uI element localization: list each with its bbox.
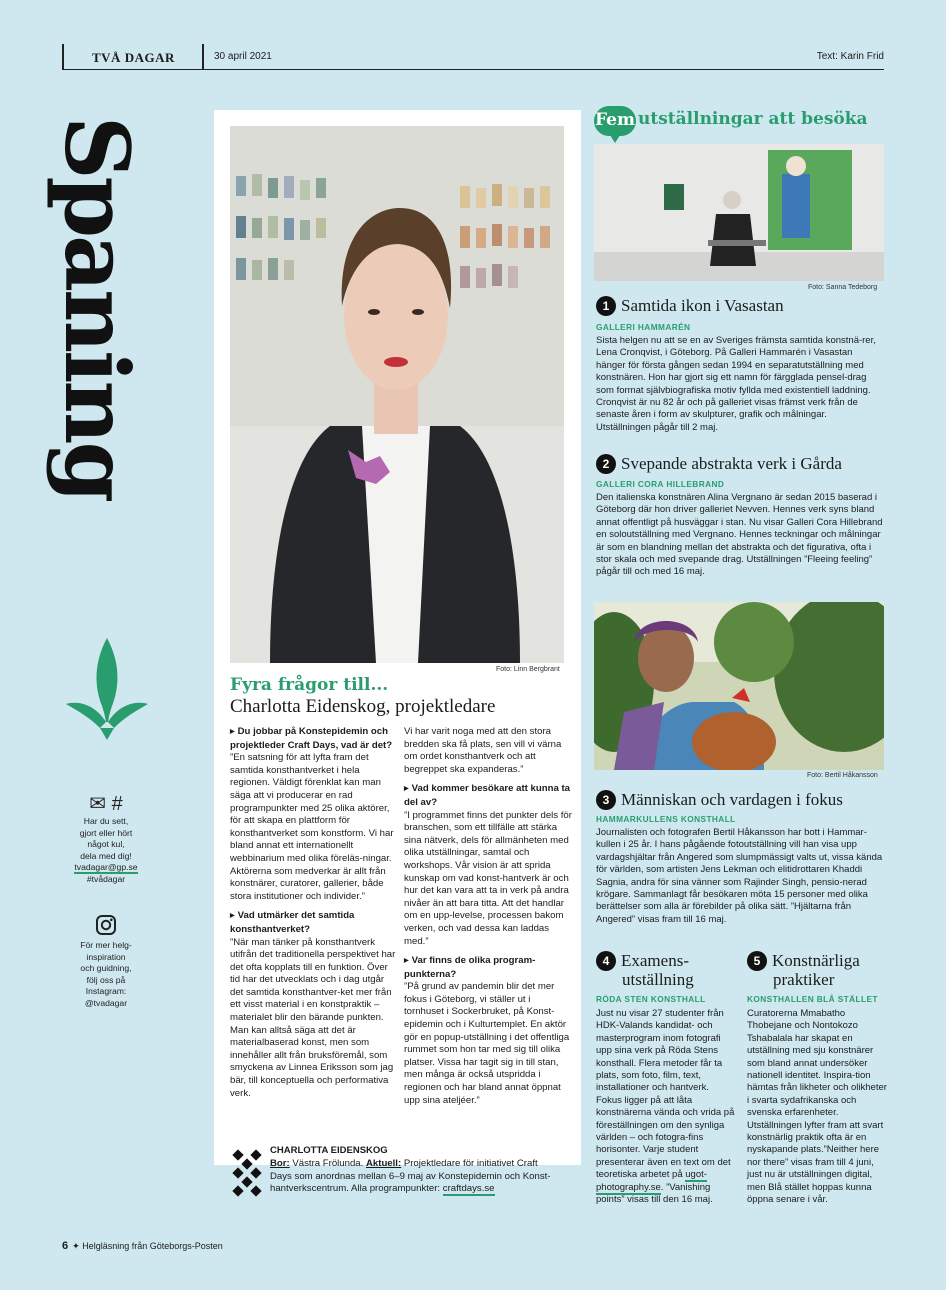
- number-badge: 4: [596, 951, 616, 971]
- photo-credit: Foto: Sanna Tedeborg: [808, 284, 878, 291]
- exhibition-4-body: Just nu visar 27 studenter från HDK-Valands kandidat- och masterprogram inom fotografi upp sina verk på Röda Stens konsthall. Flera metoder får ta plats, som foto, film, text, installationer och hantverk. Fokus ligger på att låta konstnärerna vända och vrida på föreställningen om den synliga världen – och fotogra-fins horisonter. Varje student presenterar även en text om det teoretiska arbetet på ugot-photography.se. ”Vanishing points” visas till den 16 maj.: [596, 1008, 735, 1206]
- contact-box: ✉ # Har du sett, gjort eller hört något kul, dela med dig! tvadagar@gp.se #tvådagar: [60, 792, 152, 885]
- exhibition-3-title: 3 Människan och vardagen i fokus: [596, 790, 843, 810]
- exhibition-3-venue: HAMMARKULLENS KONSTHALL: [596, 814, 736, 824]
- header-rule: [62, 69, 884, 71]
- ugot-photography-link[interactable]: ugot-photography.se: [596, 1169, 707, 1193]
- exhibition-5-body: Curatorerna Mmabatho Thobejane och Nontokozo Tshabalala har skapat en utställning med sju konstnärer som bland annat undersöker nationell identitet. Inspira-tion hämtas från likheter och olikheter i svarta sydafrikanska och svenska erfarenheter. Utställningen lyfter fram att svart konstnärlig praktik ofta är en nyskapande plats.”Neither here nor there” visas fram till 4 juni, just nu är utställningen digital, men Blå stället hoppas kunna öppna senare i vår.: [747, 1008, 887, 1206]
- exhibition-3-body: Journalisten och fotografen Bertil Håkansson har bott i Hammar-kullen i 25 år. I hans pågående fotoutställning vill han visa upp vardagshjältar från Angered som slumpmässigt valts ut, vissa kända för världen, som artisten Jens Lekman och elitidrottaren Khaddi Sagnia, andra för sina vänner som Rajinder Singh, pensio-nerad krögare. Sammanlagt får besökaren möta 15 personer med olika berättelser som alla är förebilder på olika sätt. ”Hjältarna från Angered” visas fram till 16 maj.: [596, 827, 883, 925]
- bio-text: Bor: Västra Frölunda. Aktuell: Projektledare för initiativet Craft Days som anordnas mellan 6–9 maj av Konstepidemin och Konst-hantverkscentrum. Alla programpunkter: craftdays.se: [270, 1158, 551, 1195]
- star-icon: ✦: [72, 1241, 80, 1251]
- exhibition-2-body: Den italienska konstnären Alina Vergnano är sedan 2015 baserad i Göteborg där hon driver galleriet Nevven. Hennes verk syns bland annat offentligt på husväggar i stan. Nu visar Galleri Cora Hillebrand en soloutställning med Vergnano. Hennes teckningar och målningar är som en blandning mellan det abstrakta och det figurativa, ofta i stor skala och med svepande drag. Utställningen ”Fleeing feeling” pågår till och med 16 maj.: [596, 492, 883, 578]
- exhibition-1-body: Sista helgen nu att se en av Sveriges främsta samtida konstnä-rer, Lena Cronqvist, i Göteborg. På Galleri Hammarén i Vasastan hänger för första gången sedan 1994 en separatutställning med konstnären. Hon har gjort sig ett namn för färgglada pensel-drag som format självbiografiska motiv fyllda med existentiell laddning. Cronqvist är nu 82 år och på galleriet visas främst verk från de senaste åren i form av skulpturer, grafik och målningar. Utställningen pågår till 2 maj.: [596, 335, 876, 433]
- exhibition-1-venue: GALLERI HAMMARÉN: [596, 322, 691, 332]
- contact-email-link[interactable]: tvadagar@gp.se: [74, 862, 138, 872]
- exhibition-photo-cronqvist: [594, 144, 884, 281]
- spade-ornament: [64, 636, 150, 740]
- exhibition-1-title: 1 Samtida ikon i Vasastan: [596, 296, 784, 316]
- exhibition-4-venue: RÖDA STEN KONSTHALL: [596, 994, 706, 1004]
- portrait-photo: [230, 126, 564, 663]
- number-badge: 2: [596, 454, 616, 474]
- page-header: [62, 44, 884, 70]
- exhibitions-title: Fem utställningar att besöka: [594, 106, 894, 136]
- exhibition-2-title: 2 Svepande abstrakta verk i Gårda: [596, 454, 842, 474]
- interview-card: [214, 110, 581, 1195]
- bio-name: CHARLOTTA EIDENSKOG: [270, 1145, 388, 1156]
- publication-name: TVÅ DAGAR: [92, 50, 175, 65]
- diamond-pattern-icon: [230, 1149, 264, 1203]
- question-1: ▶ Du jobbar på Konstepidemin och projektleder Craft Days, vad är det?: [230, 726, 398, 752]
- photo-credit: Foto: Linn Bergbrant: [496, 666, 560, 673]
- byline: Text: Karin Frid: [816, 51, 884, 62]
- craftdays-link[interactable]: craftdays.se: [442, 1183, 495, 1195]
- section-title: Spaning: [45, 115, 149, 501]
- number-badge: 3: [596, 790, 616, 810]
- answer-2: ”När man tänker på konsthantverk utifrån det traditionella perspektivet har det ofta kopplats till en funktion. Över tid har det utvecklats och i dag utgår det samtida konsthantver-ket mer från ett visst material i en konstpraktik – materialet blir den bärande punkten. Man kan alltså säga att det är materialbaserad konst, men som innehåller allt från bruksföremål, som smyckena av Linnea Eriksson som jag bär, till konceptuella och performativa verk.: [230, 936, 396, 1099]
- number-badge: 5: [747, 951, 767, 971]
- answer-1: ”En satsning för att lyfta fram det samtida konsthantverket i hela regionen. Väldigt förenklat kan man säga att vi producerar en rad programpunkter med 25 olika aktörer, för att skapa en plattform för konsthantverket som konstform. Vi har bland annat ett internationellt webbinarium med olika föreläs-ningar. Aktörerna som medverkar är allt från konstnärer, curatorer, gallerier, både stora institutioner och individer.”: [230, 752, 394, 902]
- question-2: ▶ Vad utmärker det samtida konsthantverket?: [230, 910, 398, 936]
- exhibition-photo-portrait: [594, 602, 884, 770]
- answer-2-continued: Vi har varit noga med att den stora bredden ska få plats, sen vill vi värna om ordet konsthantverk och att begreppet ska expanderas.”: [404, 726, 562, 775]
- exhibition-5-title: 5 Konstnärliga praktiker: [747, 951, 860, 989]
- instagram-icon: [60, 914, 152, 940]
- instagram-box: För mer helg- inspiration och guidning, följ oss på Instagram: @tvadagar: [60, 914, 152, 1009]
- question-3: ▶ Vad kommer besökare att kunna ta del av?: [404, 783, 572, 809]
- number-badge: 1: [596, 296, 616, 316]
- photo-credit: Foto: Bertil Håkansson: [807, 772, 878, 779]
- interview-subject: Charlotta Eidenskog, projektledare: [230, 696, 496, 717]
- answer-3: ”I programmet finns det punkter dels för branschen, som ett tillfälle att stärka sina nätverk, dels för allmänheten med olika utställningar, samtal och workshops. Vår vision är att sprida kunskap om vad konst-hantverk är och hur det kan vara att ta in verk på andra nivåer än att bara titta. Att det handlar om en upp-levelse, processen bakom verken, och vad dessa kan laddas med.”: [404, 809, 572, 947]
- answer-4: ”På grund av pandemin blir det mer fokus i Göteborg, vi ställer ut i tornhuset i Sockerbruket, på Konst-epidemin och i Kulturtemplet. En aktör gör en popup-utställning i det offentliga rummet som hon tar med sig till olika platser. Vissa har tagit sig in till stan, men många är också utspridda i regionen och har bland annat öppnat upp sina ateljéer.”: [404, 981, 570, 1106]
- fem-badge: Fem: [594, 106, 636, 136]
- page-footer: 6 ✦ Helgläsning från Göteborgs-Posten: [62, 1240, 223, 1252]
- exhibition-4-title: 4 Examens- utställning: [596, 951, 694, 989]
- interview-kicker: Fyra frågor till...: [230, 675, 389, 695]
- mail-hash-icon: ✉ #: [89, 793, 123, 815]
- instagram-handle[interactable]: @tvadagar: [84, 997, 128, 1008]
- issue-date: 30 april 2021: [214, 51, 272, 62]
- interview-column-right: [404, 726, 572, 1107]
- page-number: 6: [62, 1240, 69, 1252]
- exhibition-2-venue: GALLERI CORA HILLEBRAND: [596, 479, 725, 489]
- exhibition-5-venue: KONSTHALLEN BLÅ STÄLLET: [747, 994, 878, 1004]
- interview-column-left: [230, 726, 398, 1100]
- header-divider: [202, 44, 204, 70]
- question-4: ▶ Var finns de olika program-punkterna?: [404, 955, 572, 981]
- header-divider: [62, 44, 64, 70]
